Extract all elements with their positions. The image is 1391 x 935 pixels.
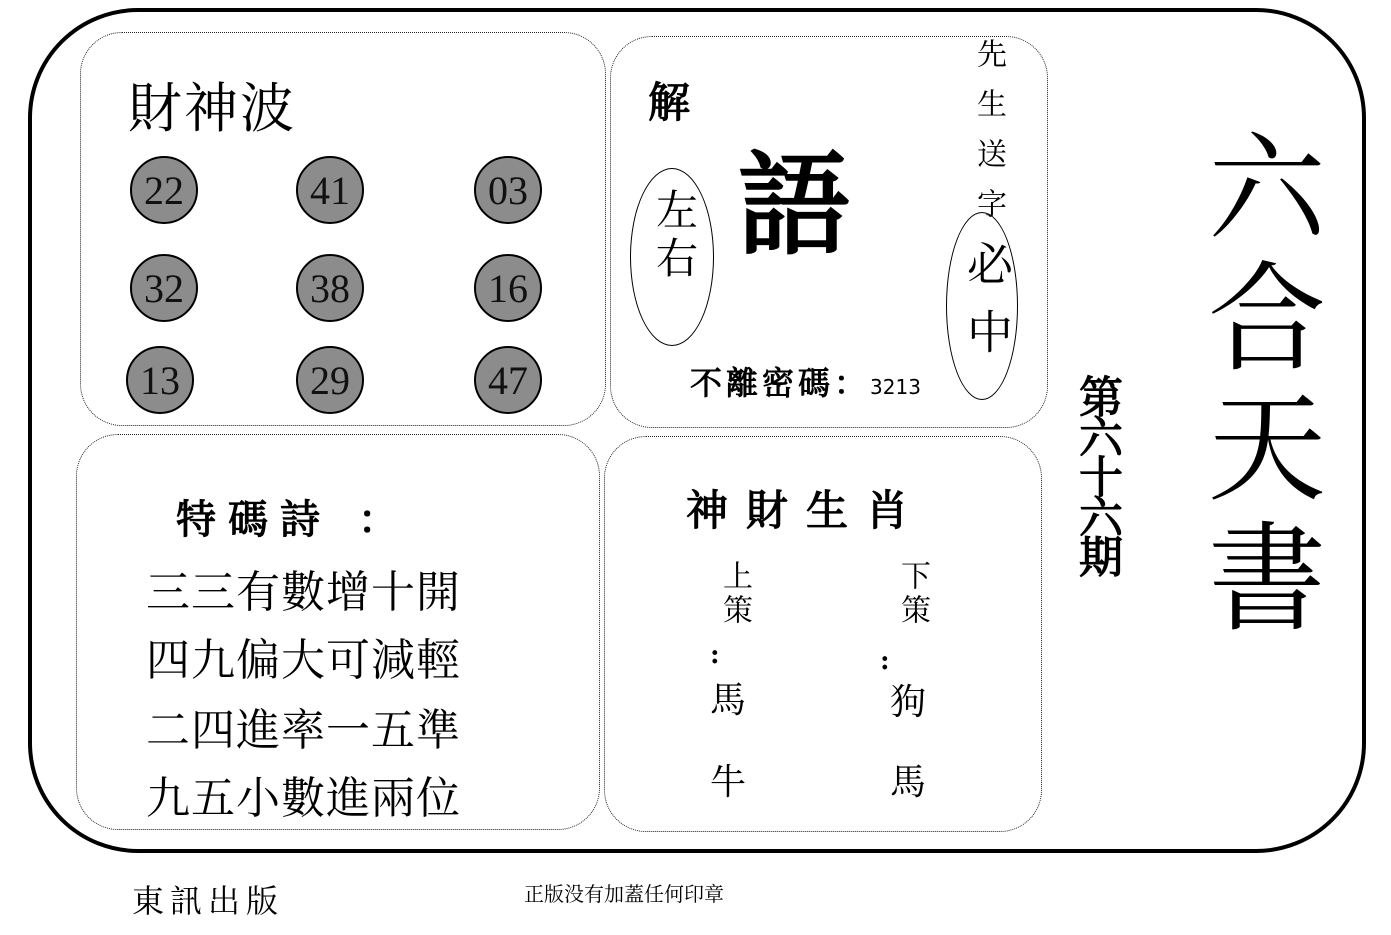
upper-zodiac: 牛 (710, 762, 747, 803)
caishen-heading: 財神波 (128, 77, 296, 140)
publisher: 東訊出版 (132, 882, 285, 920)
poem-line: 二四進率一五準 (146, 705, 461, 756)
left-right-text: 左右 (650, 188, 699, 284)
lower-strategy-label: 下策 (895, 560, 930, 628)
colon: : (710, 640, 720, 670)
colon: : (880, 646, 890, 676)
number-ball: 41 (296, 156, 364, 224)
number-ball: 38 (296, 254, 364, 322)
zodiac-heading: 神財生肖 (686, 486, 927, 535)
authenticity-note: 正版没有加蓋任何印章 (524, 882, 724, 906)
issue-number: 第六十六期 (1071, 374, 1122, 574)
number-ball: 47 (474, 346, 542, 414)
number-ball: 16 (474, 254, 542, 322)
number-ball: 29 (296, 346, 364, 414)
poem-line: 四九偏大可減輕 (146, 635, 461, 686)
upper-strategy-label: 上策 (717, 560, 752, 628)
buli-label: 不離密碼： (690, 364, 871, 402)
lower-zodiac: 狗 (890, 682, 927, 723)
number-ball: 13 (126, 346, 194, 414)
number-ball: 32 (130, 254, 198, 322)
upper-zodiac: 馬 (710, 680, 747, 721)
sender-text: 先生送字 (971, 38, 1006, 238)
poem-line: 九五小數進兩位 (146, 773, 461, 824)
main-title: 六合天書 (1188, 126, 1326, 646)
poem-line: 三三有數增十開 (146, 567, 461, 618)
number-ball: 22 (130, 156, 198, 224)
jie-label: 解 (648, 78, 691, 127)
bizhong-text: 必中 (960, 240, 1014, 376)
number-ball: 03 (474, 156, 542, 224)
lower-zodiac: 馬 (890, 762, 927, 803)
yu-big-char: 語 (738, 141, 850, 271)
buli-code-line (690, 358, 921, 404)
poem-heading: 特碼詩 ： (176, 497, 410, 543)
buli-code: 3213 (870, 375, 921, 399)
